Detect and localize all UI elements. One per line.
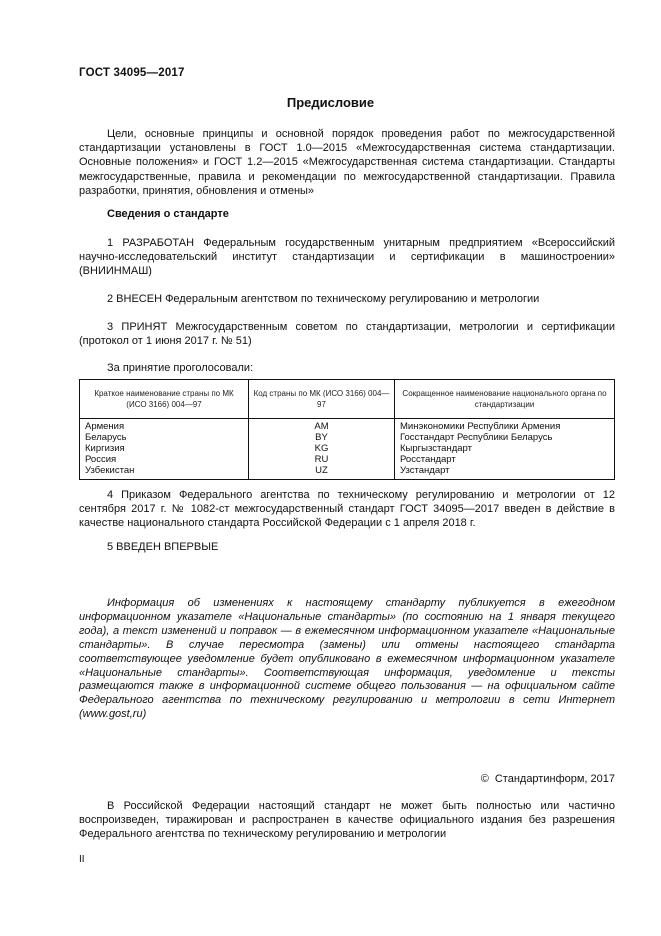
section-heading: Сведения о стандарте (107, 208, 229, 220)
intro-paragraph: Цели, основные принципы и основной порядок проведения работ по межгосударственной стандартизации установлены в ГОСТ 1.0—2015 «Межгосударственная система стандартизации. Основные положения» и ГОСТ 1.2—2015 «Межгосударственная система стандартизации. Стандарты межгосударственные, правила и рекомендации по межгосударственной стандартизации. Правила разработки, принятия, обновления и отмены» (79, 128, 615, 197)
table-row (80, 419, 615, 433)
body-cell: Росстандарт (395, 454, 615, 465)
voted-label: За принятие проголосовали: (107, 362, 254, 374)
table-row (80, 443, 615, 454)
page-number: II (79, 854, 85, 865)
copyright-text: Стандартинформ, 2017 (494, 773, 615, 785)
body-cell: Минэкономики Республики Армения (395, 419, 615, 433)
body-cell: Кыргызстандарт (395, 443, 615, 454)
table-header-row (80, 380, 615, 419)
document-code: ГОСТ 34095—2017 (79, 67, 185, 79)
column-header: Краткое наименование страны по МК (ИСО 3166) 004—97 (80, 380, 249, 419)
code-cell: KG (249, 443, 395, 454)
item-order: 4 Приказом Федерального агентства по техническому регулированию и метрологии от 12 сентября 2017 г. № 1082-ст межгосударственный стандарт ГОСТ 34095—2017 введен в действие в качестве национального стандарта Российской Федерации с 1 апреля 2018 г. (79, 489, 615, 530)
body-cell: Узстандарт (395, 465, 615, 480)
country-cell: Киргизия (80, 443, 249, 454)
vote-table (79, 379, 615, 480)
item-first: 5 ВВЕДЕН ВПЕРВЫЕ (107, 541, 219, 553)
code-cell: AM (249, 419, 395, 433)
table-row (80, 432, 615, 443)
country-cell: Беларусь (80, 432, 249, 443)
code-cell: UZ (249, 465, 395, 480)
copyright (481, 773, 615, 785)
country-cell: Армения (80, 419, 249, 433)
rights-paragraph: В Российской Федерации настоящий стандарт не может быть полностью или частично воспроизведен, тиражирован и распространен в качестве официального издания без разрешения Федерального агентства по техническому регулированию и метрологии (79, 800, 615, 841)
notice-paragraph: Информация об изменениях к настоящему стандарту публикуется в ежегодном информационном указателе «Национальные стандарты» (по состоянию на 1 января текущего года), а текст изменений и поправок — в ежемесячном информационном указателе «Национальные стандарты». В случае пересмотра (замены) или отмены настоящего стандарта соответствующее уведомление будет опубликовано в ежемесячном информационном указателе «Национальные стандарты». Соответствующая информация, уведомление и тексты размещаются также в информационной системе общего пользования — на официальном сайте Федерального агентства по техническому регулированию и метрологии в сети Интернет (www.gost,ru) (79, 597, 615, 721)
column-header: Код страны по МК (ИСО 3166) 004—97 (249, 380, 395, 419)
column-header: Сокращенное наименование национального органа по стандартизации (395, 380, 615, 419)
body-cell: Госстандарт Республики Беларусь (395, 432, 615, 443)
item-introduced: 2 ВНЕСЕН Федеральным агентством по техническому регулированию и метрологии (107, 293, 540, 305)
page-title: Предисловие (286, 95, 375, 110)
item-developed: 1 РАЗРАБОТАН Федеральным государственным унитарным предприятием «Всероссийский научно-исследовательский институт стандартизации и сертификации в машиностроении» (ВНИИНМАШ) (79, 237, 615, 278)
code-cell: BY (249, 432, 395, 443)
copyright-icon: © (480, 773, 489, 785)
country-cell: Узбекистан (80, 465, 249, 480)
table-row (80, 465, 615, 480)
country-cell: Россия (80, 454, 249, 465)
item-adopted: 3 ПРИНЯТ Межгосударственным советом по стандартизации, метрологии и сертификации (протокол от 1 июня 2017 г. № 51) (79, 321, 615, 348)
code-cell: RU (249, 454, 395, 465)
table-row (80, 454, 615, 465)
